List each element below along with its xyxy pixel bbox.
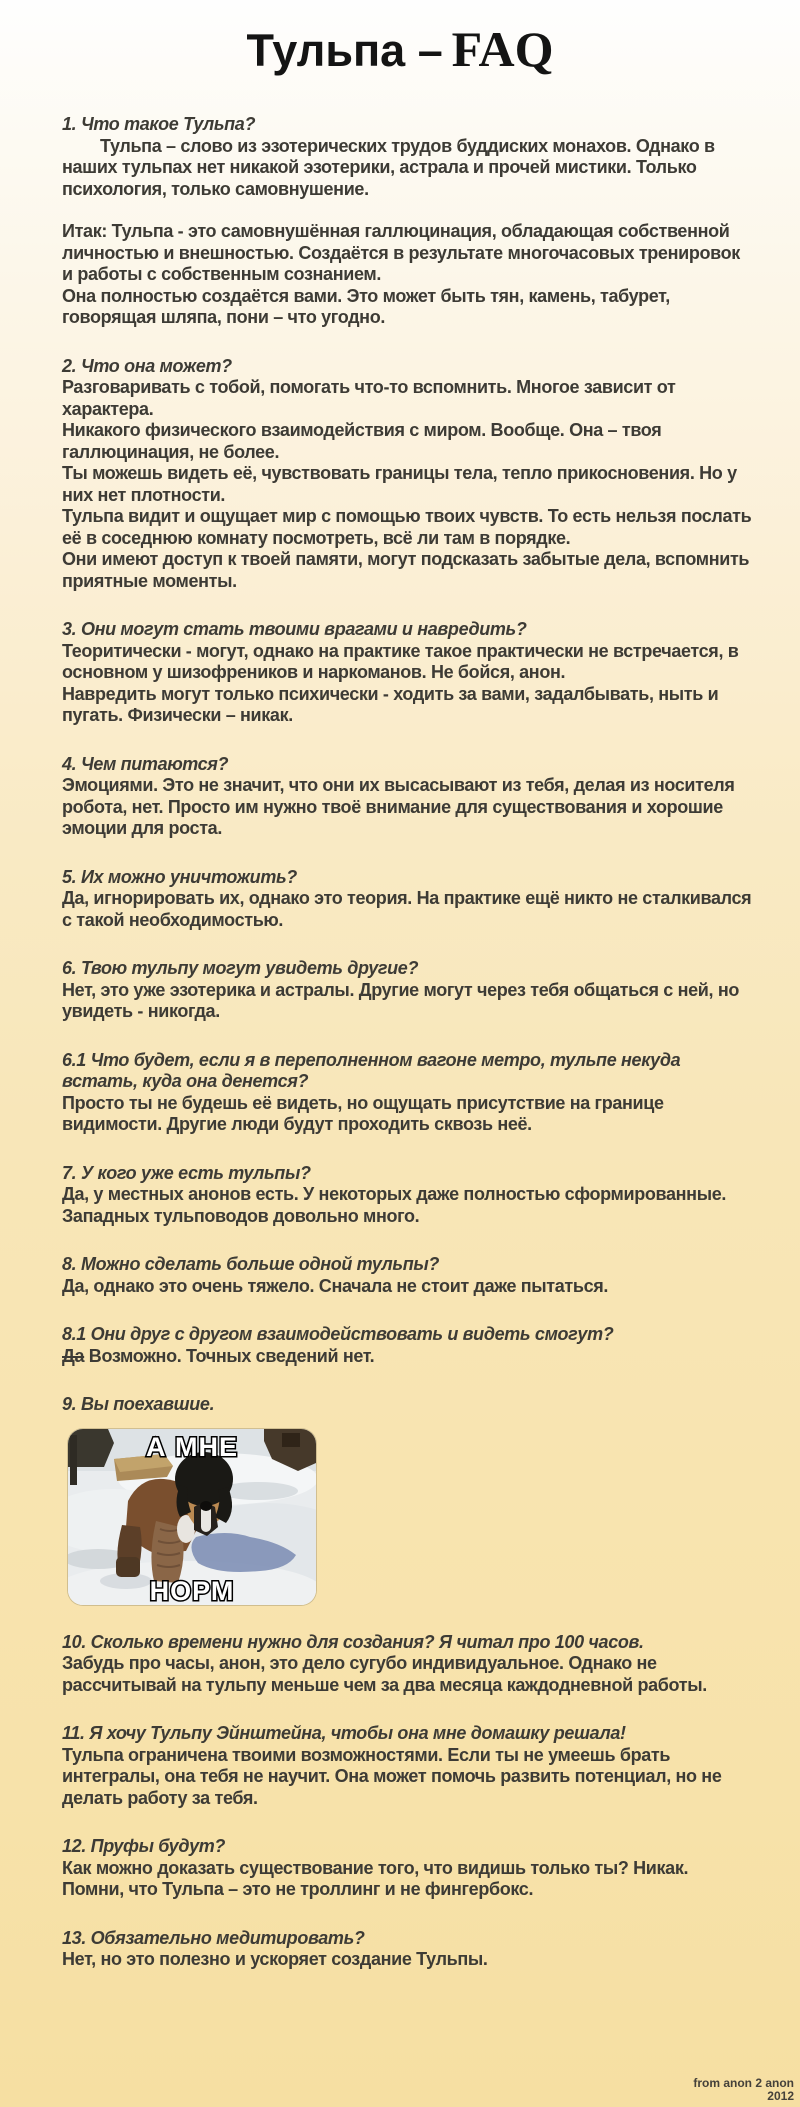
meme-image [68,1429,316,1605]
question-8: 8. Можно сделать больше одной тульпы? [62,1254,440,1274]
answer-2c: Ты можешь видеть её, чувствовать границы тела, тепло прикосновения. Но у них нет плотности. [62,463,737,505]
answer-13: Нет, но это полезно и ускоряет создание Тульпы. [62,1949,488,1969]
page-title [0,20,800,78]
answer-2a: Разговаривать с тобой, помогать что-то вспомнить. Многое зависит от характера. [62,377,676,419]
faq-section-9 [62,1394,752,1605]
faq-section-10 [62,1632,752,1697]
question-5: 5. Их можно уничтожить? [62,866,297,887]
answer-8-1-strikethrough: Да [62,1345,85,1366]
answer-3b: Навредить могут только психически - ходить за вами, задалбывать, ныть и пугать. Физически – никак. [62,683,719,725]
answer-11: Тульпа ограничена твоими возможностями. Если ты не умеешь брать интегралы, она тебя не научит. Она может помочь развить потенциал, но не делать работу за тебя. [62,1744,722,1808]
question-11: 11. Я хочу Тульпу Эйнштейна, чтобы она мне домашку решала! [62,1723,626,1743]
answer-1a: Тульпа – слово из эзотерических трудов буддиских монахов. Однако в наших тульпах нет никакой эзотерики, астрала и прочей мистики. Только психология, только самовнушение. [62,135,715,199]
answer-5: Да, игнорировать их, однако это теория. На практике ещё никто не сталкивался с такой необходимостью. [62,888,752,930]
answer-8-1 [62,1346,752,1368]
answer-6-1: Просто ты не будешь её видеть, но ощущать присутствие на границе видимости. Другие люди будут проходить сквозь неё. [62,1092,664,1134]
answer-1b: Итак: Тульпа - это самовнушённая галлюцинация, обладающая собственной личностью и внешностью. Создаётся в результате многочасовых тренировок и работы с собственным сознанием. [62,221,740,284]
question-9: 9. Вы поехавшие. [62,1394,215,1414]
question-4: 4. Чем питаются? [62,753,229,774]
question-3: 3. Они могут стать твоими врагами и навредить? [62,619,527,639]
question-1: 1. Что такое Тульпа? [62,114,256,134]
answer-12a: Как можно доказать существование того, что видишь только ты? Никак. [62,1857,689,1878]
answer-1c: Она полностью создаётся вами. Это может быть тян, камень, табурет, говорящая шляпа, пони – что угодно. [62,285,670,327]
answer-3a: Теоритически - могут, однако на практике такое практически не встречается, в основном у шизофреников и наркоманов. Не бойся, анон. [62,640,739,682]
credit-line: from anon 2 anon [693,2076,794,2090]
question-2: 2. Что она может? [62,355,232,376]
page-title-faq: FAQ [451,21,554,77]
faq-section-12 [62,1836,752,1901]
faq-section-5 [62,867,752,932]
answer-2b: Никакого физического взаимодействия с миром. Вообще. Она – твоя галлюцинация, не более. [62,420,662,462]
question-7: 7. У кого уже есть тульпы? [62,1162,311,1183]
question-6: 6. Твою тульпу могут увидеть другие? [62,958,419,978]
faq-poster [0,20,800,2107]
question-6-1: 6.1 Что будет, если я в переполненном вагоне метро, тульпе некуда встать, куда она денется? [62,1049,681,1091]
faq-section-7 [62,1163,752,1228]
meme-top-caption: А МНЕ [146,1431,238,1462]
question-10: 10. Сколько времени нужно для создания? Я читал про 100 часов. [62,1631,644,1652]
faq-section-3 [62,619,752,727]
faq-section-1 [62,114,752,329]
answer-8: Да, однако это очень тяжело. Сначала не стоит даже пытаться. [62,1275,609,1296]
faq-section-11 [62,1723,752,1809]
faq-section-2 [62,356,752,593]
answer-4: Эмоциями. Это не значит, что они их высасывают из тебя, делая из носителя робота, нет. Просто им нужно твоё внимание для существования и хорошие эмоции для роста. [62,775,735,838]
answer-2e: Они имеют доступ к твоей памяти, могут подсказать забытые дела, вспомнить приятные моменты. [62,549,750,591]
faq-section-8 [62,1254,752,1297]
faq-section-6 [62,958,752,1023]
faq-section-8-1 [62,1324,752,1367]
faq-section-6-1 [62,1050,752,1136]
answer-2d: Тульпа видит и ощущает мир с помощью твоих чувств. То есть нельзя послать её в соседнюю комнату посмотреть, всё ли там в порядке. [62,506,752,548]
meme-bottom-caption: НОРМ [149,1575,235,1605]
faq-section-13 [62,1928,752,1971]
credit-year: 2012 [767,2089,794,2103]
answer-7: Да, у местных анонов есть. У некоторых даже полностью сформированные. Западных тульповодов довольно много. [62,1184,727,1226]
question-8-1: 8.1 Они друг с другом взаимодействовать и видеть смогут? [62,1324,614,1344]
answer-10: Забудь про часы, анон, это дело сугубо индивидуальное. Однако не рассчитывай на тульпу меньше чем за два месяца каждодневной работы. [62,1653,707,1695]
meme-dog-in-snow [68,1429,316,1605]
question-13: 13. Обязательно медитировать? [62,1927,365,1948]
faq-body [0,114,800,1971]
answer-6: Нет, это уже эзотерика и астралы. Другие могут через тебя общаться с ней, но увидеть - никогда. [62,979,739,1021]
page-title-russian: Тульпа – [246,25,443,76]
answer-8-1-rest: Возможно. Точных сведений нет. [84,1345,375,1366]
credit [693,2077,794,2103]
answer-12b: Помни, что Тульпа – это не троллинг и не фингербокс. [62,1879,534,1899]
faq-section-4 [62,754,752,840]
question-12: 12. Пруфы будут? [62,1836,226,1856]
